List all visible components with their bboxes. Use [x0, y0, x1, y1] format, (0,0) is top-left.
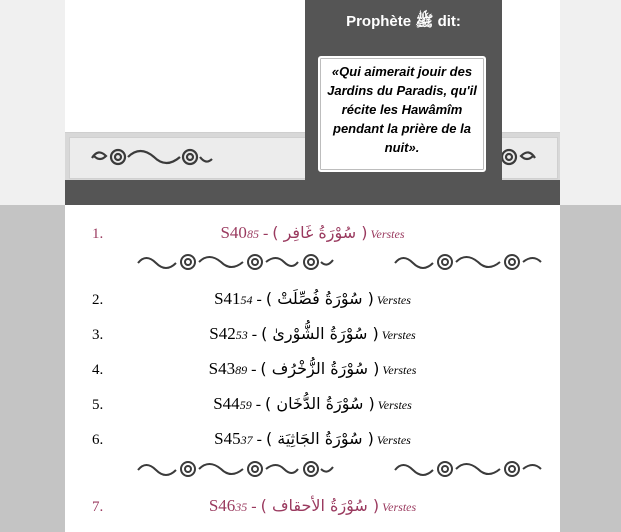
surah-verses: 54 Verstes	[240, 293, 411, 307]
surah-entry[interactable]	[65, 289, 560, 309]
surah-separator: -	[247, 326, 262, 343]
surah-entry[interactable]	[65, 394, 560, 414]
surah-separator: -	[252, 431, 266, 448]
left-margin-lower	[0, 205, 65, 532]
header-area	[65, 0, 560, 205]
surah-name: ( سُوْرَةُ غَافِر )	[272, 223, 368, 242]
surah-code: S41	[214, 289, 241, 308]
surah-separator: -	[258, 225, 273, 242]
surah-number: 1.	[92, 226, 104, 242]
surah-row	[65, 321, 560, 351]
surah-row	[65, 493, 560, 523]
surah-name: ( سُوْرَةُ الجَاثِيَة )	[265, 429, 374, 448]
surah-entry[interactable]	[65, 324, 560, 344]
surah-number: 4.	[92, 362, 104, 378]
surah-entry[interactable]	[65, 496, 560, 516]
surah-code: S40	[220, 223, 247, 242]
ornament-left-scrolls	[92, 150, 212, 164]
surah-entry[interactable]	[65, 359, 560, 379]
hadith-panel	[305, 0, 502, 205]
surah-row	[65, 286, 560, 316]
surah-verses: 37 Verstes	[240, 433, 411, 447]
surah-row	[65, 426, 560, 456]
divider-ornament-icon	[133, 458, 553, 480]
surah-number: 5.	[92, 397, 104, 413]
surah-number: 2.	[92, 292, 104, 308]
surah-code: S44	[213, 394, 240, 413]
hadith-quote-box	[318, 56, 486, 172]
hadith-quote-text: «Qui aimerait jouir des Jardins du Paradis, qu'il récite les Hawâmîm pendant la prière de la nuit».	[327, 64, 477, 155]
surah-code: S45	[214, 429, 241, 448]
hadith-title: Prophète ﷺ dit:	[346, 13, 461, 30]
surah-row	[65, 220, 560, 250]
surah-name: ( سُوْرَةُ الشُّوْرىٰ )	[261, 324, 379, 343]
surah-verses: 89 Verstes	[235, 363, 417, 377]
surah-code: S42	[209, 324, 236, 343]
surah-row	[65, 356, 560, 386]
surah-name: ( سُوْرَةُ الأحقاف )	[260, 496, 380, 515]
surah-number: 3.	[92, 327, 104, 343]
surah-name: ( سُوْرَةُ فُصِّلَتْ )	[265, 289, 374, 308]
surah-separator: -	[252, 291, 266, 308]
surah-verses: 85 Verstes	[246, 227, 405, 241]
right-margin-lower	[560, 205, 621, 532]
surah-separator: -	[247, 361, 261, 378]
surah-number: 6.	[92, 432, 104, 448]
surah-code: S43	[208, 359, 236, 378]
surah-name: ( سُوْرَةُ الزُّخْرُف )	[260, 359, 380, 378]
surah-verses: 53 Verstes	[235, 328, 416, 342]
surah-code: S46	[208, 496, 236, 515]
surah-separator: -	[251, 396, 266, 413]
surah-verses: 59 Verstes	[239, 398, 412, 412]
surah-number: 7.	[92, 499, 104, 515]
surah-verses: 35 Verstes	[235, 500, 417, 514]
surah-row	[65, 391, 560, 421]
divider-ornament-icon	[133, 251, 553, 273]
surah-separator: -	[247, 498, 261, 515]
surah-entry[interactable]	[65, 429, 560, 449]
surah-name: ( سُوْرَةُ الدُّخَان )	[265, 394, 375, 413]
content-page	[65, 0, 560, 532]
surah-entry[interactable]	[65, 223, 560, 243]
